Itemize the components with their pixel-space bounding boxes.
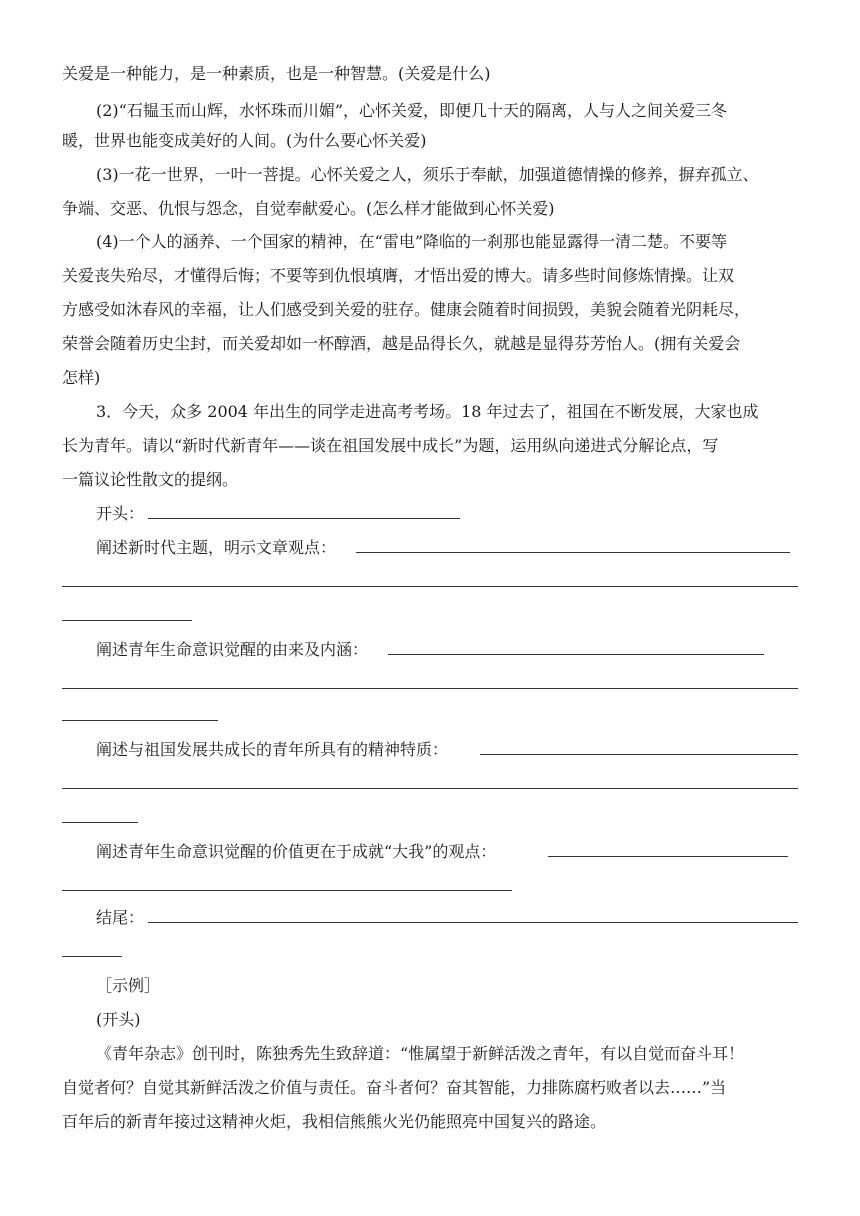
- question3-line2: 长为青年。请以“新时代新青年——谈在祖国发展中成长”为题，运用纵向递进式分解论点，写: [62, 436, 719, 455]
- spirit-answer-blank-1[interactable]: [480, 754, 798, 755]
- para4-line3: 方感受如沐春风的幸福，让人们感受到关爱的驻存。健康会随着时间损毁，美貌会随着光阴耗尽，: [62, 300, 751, 319]
- example-line3: 百年后的新青年接过这精神火炬，我相信熊熊火光仍能照亮中国复兴的路途。: [62, 1112, 607, 1131]
- para2-line1: (2)“石韫玉而山辉，水怀珠而川媚”，心怀关爱，即便几十天的隔离，人与人之间关爱三冬: [96, 101, 728, 120]
- opening-label: 开头：: [96, 504, 145, 523]
- spirit-label: 阐述与祖国发展共成长的青年所具有的精神特质：: [96, 740, 449, 759]
- theme-label: 阐述新时代主题，明示文章观点：: [96, 538, 337, 557]
- value-label: 阐述青年生命意识觉醒的价值更在于成就“大我”的观点：: [96, 842, 497, 861]
- para4-line5: 怎样): [62, 368, 101, 387]
- para4-line1: (4)一个人的涵养、一个国家的精神，在“雷电”降临的一刹那也能显露得一清二楚。不要等: [96, 232, 728, 251]
- example-section-label: (开头): [96, 1010, 141, 1029]
- theme-answer-blank-1[interactable]: [356, 552, 790, 553]
- ending-answer-blank-1[interactable]: [148, 922, 798, 923]
- para4-line4: 荣誉会随着历史尘封，而关爱却如一杯醇酒，越是品得长久，就越是显得芬芳怡人。(拥有关爱会: [62, 334, 741, 353]
- value-answer-blank-1[interactable]: [548, 856, 788, 857]
- origin-answer-blank-1[interactable]: [388, 654, 764, 655]
- origin-label: 阐述青年生命意识觉醒的由来及内涵：: [96, 640, 369, 659]
- origin-answer-blank-2[interactable]: [62, 688, 798, 689]
- example-line1: 《青年杂志》创刊时，陈独秀先生致辞道：“惟属望于新鲜活泼之青年，有以自觉而奋斗耳！: [96, 1044, 745, 1063]
- origin-answer-blank-3[interactable]: [62, 720, 218, 721]
- para3-line2: 争端、交恶、仇恨与怨念，自觉奉献爱心。(怎么样才能做到心怀关爱): [62, 199, 555, 218]
- theme-answer-blank-2[interactable]: [62, 586, 798, 587]
- ending-label: 结尾：: [96, 908, 145, 927]
- para3-line1: (3)一花一世界，一叶一菩提。心怀关爱之人，须乐于奉献，加强道德情操的修养，摒弃孤立、: [96, 165, 759, 184]
- question3-line3: 一篇议论性散文的提纲。: [62, 470, 239, 489]
- para2-line2: 暖，世界也能变成美好的人间。(为什么要心怀关爱): [62, 131, 427, 150]
- opening-answer-blank[interactable]: [148, 518, 460, 519]
- example-line2: 自觉者何？自觉其新鲜活泼之价值与责任。奋斗者何？奋其智能，力排陈腐朽败者以去……”当: [62, 1078, 727, 1097]
- para4-line2: 关爱丧失殆尽，才懂得后悔；不要等到仇恨填膺，才悟出爱的博大。请多些时间修炼情操。让双: [62, 266, 735, 285]
- para1-line1: 关爱是一种能力，是一种素质，也是一种智慧。(关爱是什么): [62, 64, 491, 83]
- example-tag: ［示例］: [96, 976, 161, 995]
- ending-answer-blank-2[interactable]: [62, 956, 122, 957]
- question3-line1: 3．今天，众多 2004 年出生的同学走进高考考场。18 年过去了，祖国在不断发展，大家也成: [96, 402, 759, 421]
- theme-answer-blank-3[interactable]: [62, 620, 192, 621]
- spirit-answer-blank-3[interactable]: [62, 822, 138, 823]
- value-answer-blank-2[interactable]: [62, 890, 512, 891]
- spirit-answer-blank-2[interactable]: [62, 788, 798, 789]
